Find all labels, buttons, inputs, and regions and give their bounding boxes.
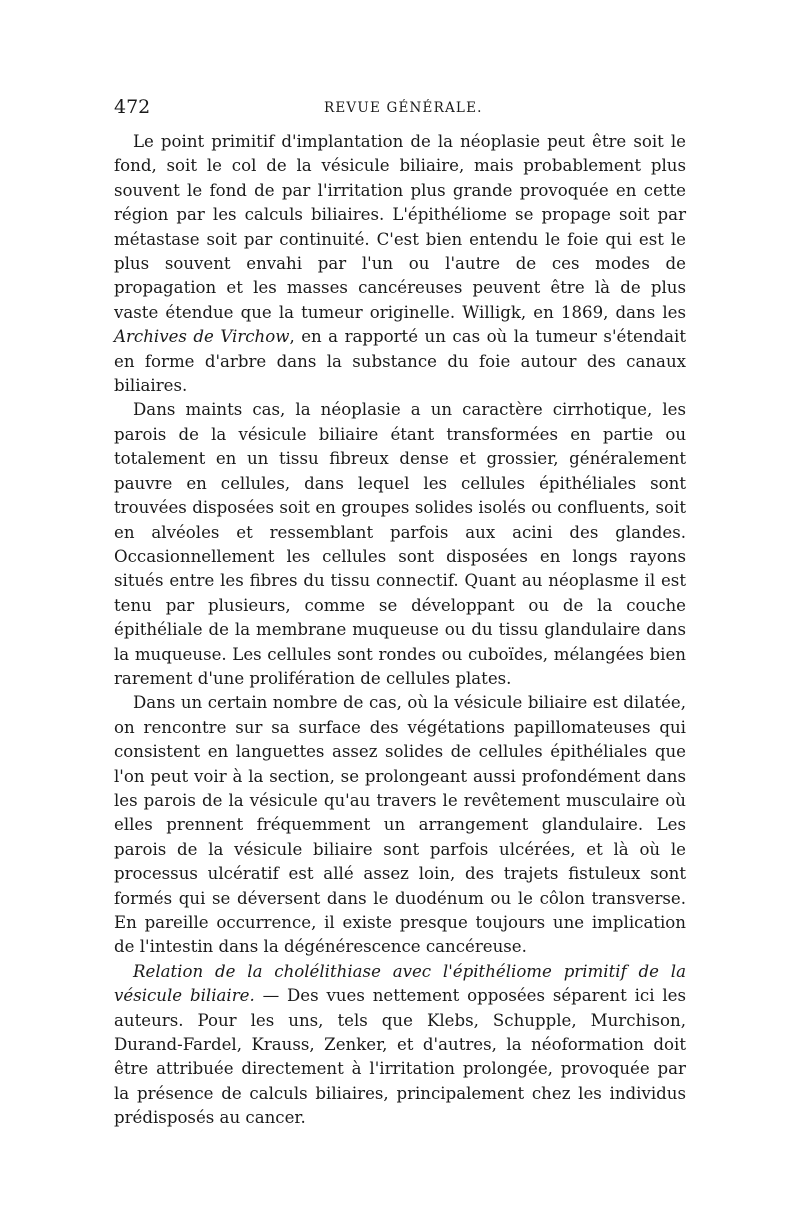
body-text — [114, 130, 686, 1131]
paragraph-4 — [114, 960, 686, 1131]
paragraph-1 — [114, 130, 686, 398]
paragraph-1-end: , en a rapporté un cas où la tumeur s'étendait en forme d'arbre dans la substance du foie autour des canaux biliaires. — [114, 327, 686, 396]
paragraph-3: Dans un certain nombre de cas, où la vésicule biliaire est dilatée, on rencontre sur sa surface des végétations papillomateuses qui consistent en languettes assez solides de cellules épithéliales que l'on peut voir à la section, se prolongeant aussi profondément dans les parois de la vésicule qu'au travers le revêtement musculaire où elles prennent fréquemment un arrangement glandulaire. Les parois de la vésicule biliaire sont parfois ulcérées, et là où le processus ulcératif est allé assez loin, des trajets fistuleux sont formés qui se déversent dans le duodénum ou le côlon transverse. En pareille occurrence, il existe presque toujours une implication de l'intestin dans la dégénérescence cancéreuse. — [114, 693, 686, 957]
paragraph-2: Dans maints cas, la néoplasie a un caractère cirrhotique, les parois de la vésicule biliaire étant transformées en partie ou totalement en un tissu fibreux dense et grossier, généralement pauvre en cellules, dans lequel les cellules épithéliales sont trouvées disposées soit en groupes solides isolés ou confluents, soit en alvéoles et ressemblant parfois aux acini des glandes. Occasionnellement les cellules sont disposées en longs rayons situés entre les fibres du tissu connectif. Quant au néoplasme il est tenu par plusieurs, comme se développant ou de la couche épithéliale de la membrane muqueuse ou du tissu glandulaire dans la muqueuse. Les cellules sont rondes ou cuboïdes, mélangées bien rarement d'une prolifération de cellules plates. — [114, 400, 686, 688]
page-header — [114, 96, 686, 126]
section-heading: Relation de la cholélithiase avec l'épithéliome primitif de la vésicule biliaire. — [114, 961, 686, 1006]
paragraph-4-text: — Des vues nettement opposées séparent ici les auteurs. Pour les uns, tels que Klebs, Schupple, Murchison, Durand-Fardel, Krauss, Zenker, et d'autres, la néoformation doit être attribuée directement à l'irritation prolongée, provoquée par la présence de calculs biliaires, principalement chez les individus prédisposés au cancer. — [114, 986, 687, 1128]
running-title: REVUE GÉNÉRALE. — [324, 100, 483, 116]
page-number: 472 — [114, 96, 151, 118]
journal-title: Archives de Virchow — [114, 327, 290, 347]
paragraph-1-text: Le point primitif d'implantation de la néoplasie peut être soit le fond, soit le col de la vésicule biliaire, mais probablement plus souvent le fond de par l'irritation plus grande provoquée en cette région par les calculs biliaires. L'épithéliome se propage soit par métastase soit par continuité. C'est bien entendu le foie qui est le plus souvent envahi par l'un ou l'autre de ces modes de propagation et les masses cancéreuses peuvent être là de plus vaste étendue que la tumeur originelle. Willigk, en 1869, dans les — [114, 132, 686, 322]
